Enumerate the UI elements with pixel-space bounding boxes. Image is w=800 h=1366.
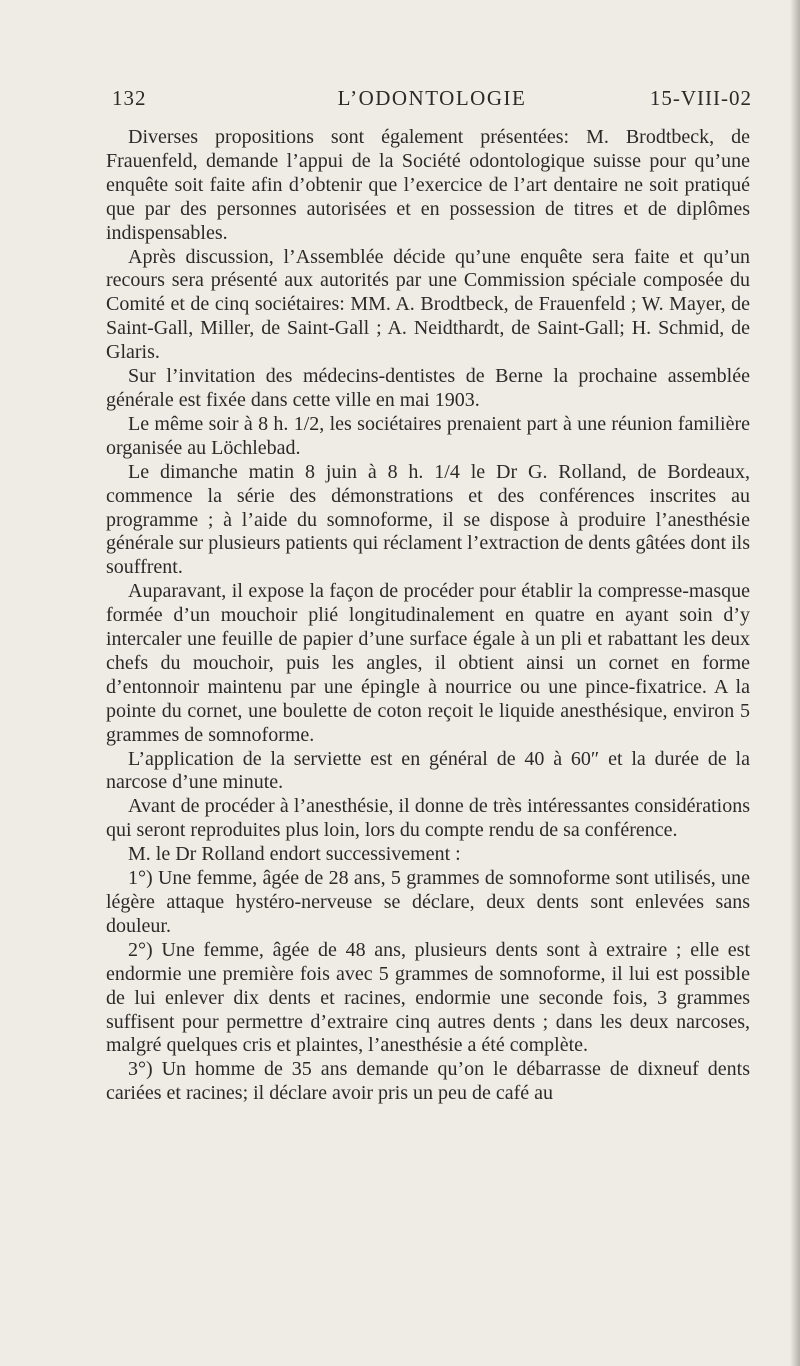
paragraph: Auparavant, il expose la façon de procéder pour établir la compresse-masque formée d’un mouchoir plié longitudinalement en quatre en ayant soin d’y intercaler une feuille de papier d’une surface égale à un pli et rabattant les deux chefs du mouchoir, puis les angles, il obtient ainsi un cornet en forme d’entonnoir maintenu par une épingle à nourrice ou une pince-fixatrice. A la pointe du cornet, une boulette de coton reçoit le liquide anesthésique, environ 5 grammes de somnoforme. xyxy=(106,580,750,746)
paragraph: Diverses propositions sont également présentées: M. Brodtbeck, de Frauenfeld, demande l’appui de la Société odontologique suisse pour qu’une enquête soit faite afin d’obtenir que l’exercice de l’art dentaire ne soit pratiqué que par des personnes autorisées et en possession de titres et de diplômes indispensables. xyxy=(106,126,750,244)
paragraph: M. le Dr Rolland endort successivement : xyxy=(128,843,461,866)
body-text xyxy=(106,126,750,1106)
paragraph: L’application de la serviette est en général de 40 à 60″ et la durée de la narcose d’une minute. xyxy=(106,747,750,794)
paragraph: Sur l’invitation des médecins-dentistes de Berne la prochaine assemblée générale est fixée dans cette ville en mai 1903. xyxy=(106,365,750,411)
running-header xyxy=(112,86,752,116)
paragraph: 3°) Un homme de 35 ans demande qu’on le débarrasse de dixneuf dents cariées et racines; il déclare avoir pris un peu de café au xyxy=(106,1058,750,1105)
paragraph: 2°) Une femme, âgée de 48 ans, plusieurs dents sont à extraire ; elle est endormie une première fois avec 5 grammes de somnoforme, il lui est possible de lui enlever dix dents et racines, endormie une seconde fois, 3 grammes suffisent pour permettre d’extraire cinq autres dents ; dans les deux narcoses, malgré quelques cris et plaintes, l’anesthésie a été complète. xyxy=(106,938,750,1057)
paragraph: 1°) Une femme, âgée de 28 ans, 5 grammes de somnoforme sont utilisés, une légère attaque hystéro-nerveuse se déclare, deux dents sont enlevées sans douleur. xyxy=(106,867,750,937)
paragraph: Le dimanche matin 8 juin à 8 h. 1/4 le Dr G. Rolland, de Bordeaux, commence la série des démonstrations et des conférences inscrites au programme ; à l’aide du somnoforme, il se dispose à produire l’anesthésie générale sur plusieurs patients qui réclament l’extraction de dents gâtées dont ils souffrent. xyxy=(106,460,750,579)
page-number: 132 xyxy=(112,86,147,110)
paragraph: Après discussion, l’Assemblée décide qu’une enquête sera faite et qu’un recours sera présenté aux autorités par une Commission spéciale composée du Comité et de cinq sociétaires: MM. A. Brodtbeck, de Frauenfeld ; W. Mayer, de Saint-Gall, Miller, de Saint-Gall ; A. Neidthardt, de Saint-Gall; H. Schmid, de Glaris. xyxy=(106,245,750,364)
issue-date: 15-VIII-02 xyxy=(649,86,752,110)
running-title: L’ODONTOLOGIE xyxy=(337,86,527,110)
paragraph: Le même soir à 8 h. 1/2, les sociétaires prenaient part à une réunion familière organisée au Löchlebad. xyxy=(106,412,750,459)
paragraph: Avant de procéder à l’anesthésie, il donne de très intéressantes considérations qui seront reproduites plus loin, lors du compte rendu de sa conférence. xyxy=(106,795,750,842)
